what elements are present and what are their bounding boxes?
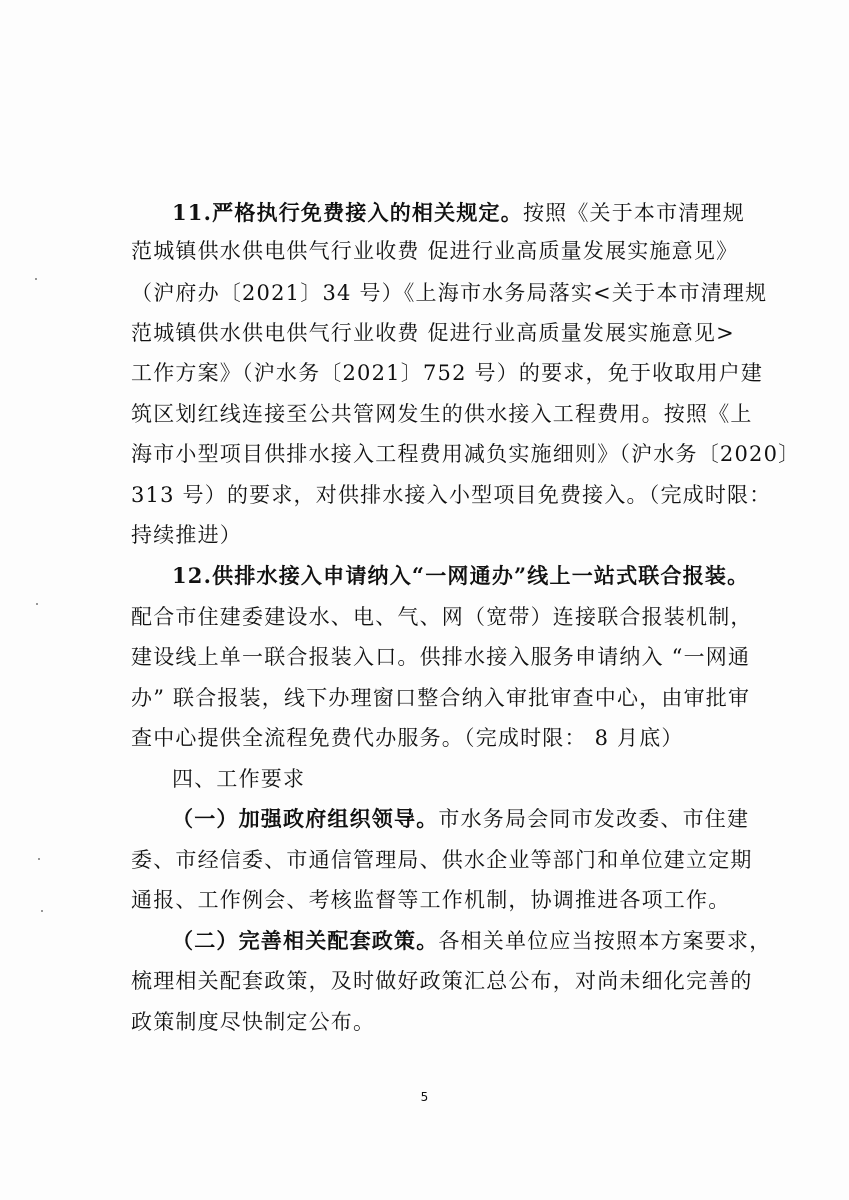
sub-2-line-2: 梳理相关配套政策，及时做好政策汇总公布，对尚未细化完善的 bbox=[131, 969, 753, 993]
sub-2-line-3: 政策制度尽快制定公布。 bbox=[131, 1010, 376, 1034]
sub-1-line-2: 委、市经信委、市通信管理局、供水企业等部门和单位建立定期 bbox=[131, 848, 753, 872]
item-11-line-6: 筑区划红线连接至公共管网发生的供水接入工程费用。按照《上 bbox=[131, 402, 753, 426]
sub-2-title: （二）完善相关配套政策。 bbox=[172, 928, 439, 953]
item-11-line-3: （沪府办〔2021〕34 号）《上海市水务局落实<关于本市清理规 bbox=[131, 281, 768, 305]
item-12-line-2: 建设线上单一联合报装入口。供排水接入服务申请纳入 “一网通 bbox=[131, 645, 751, 669]
scan-speck bbox=[41, 910, 43, 912]
page-number: 5 bbox=[420, 1090, 429, 1104]
sub-1-line-3: 通报、工作例会、考核监督等工作机制，协调推进各项工作。 bbox=[131, 888, 731, 912]
item-11-title: 11.严格执行免费接入的相关规定。 bbox=[172, 200, 523, 225]
item-11-line-2: 范城镇供水供电供气行业收费 促进行业高质量发展实施意见》 bbox=[131, 239, 739, 263]
scan-speck bbox=[36, 603, 38, 605]
sub-2-line-1 bbox=[172, 926, 772, 956]
sub-2-text: 各相关单位应当按照本方案要求， bbox=[438, 929, 772, 953]
section-4-title: 四、工作要求 bbox=[172, 767, 306, 791]
item-11-line-7: 海市小型项目供排水接入工程费用减负实施细则》（沪水务〔2020〕 bbox=[131, 442, 801, 466]
item-11-line-4: 范城镇供水供电供气行业收费 促进行业高质量发展实施意见> bbox=[131, 321, 735, 345]
item-11-line-1 bbox=[172, 198, 745, 228]
item-12-line-4: 查中心提供全流程免费代办服务。（完成时限： 8 月底） bbox=[131, 726, 684, 750]
item-11-line-9: 持续推进） bbox=[131, 523, 242, 547]
item-11-line-5: 工作方案》（沪水务〔2021〕752 号）的要求，免于收取用户建 bbox=[131, 361, 764, 385]
sub-1-text: 市水务局会同市发改委、市住建 bbox=[438, 807, 750, 831]
sub-1-title: （一）加强政府组织领导。 bbox=[172, 806, 439, 831]
item-11-line-8: 313 号）的要求，对供排水接入小型项目免费接入。（完成时限： bbox=[131, 483, 772, 507]
scan-speck bbox=[38, 858, 40, 860]
item-12-line-3: 办” 联合报装，线下办理窗口整合纳入审批审查中心，由审批审 bbox=[131, 686, 751, 710]
sub-1-line-1 bbox=[172, 804, 750, 834]
item-12-title: 12.供排水接入申请纳入“一网通办”线上一站式联合报装。 bbox=[172, 563, 750, 588]
scan-speck bbox=[35, 278, 37, 280]
item-12-line-1: 配合市住建委建设水、电、气、网（宽带）连接联合报装机制， bbox=[131, 605, 753, 629]
item-11-text: 按照《关于本市清理规 bbox=[522, 201, 745, 225]
